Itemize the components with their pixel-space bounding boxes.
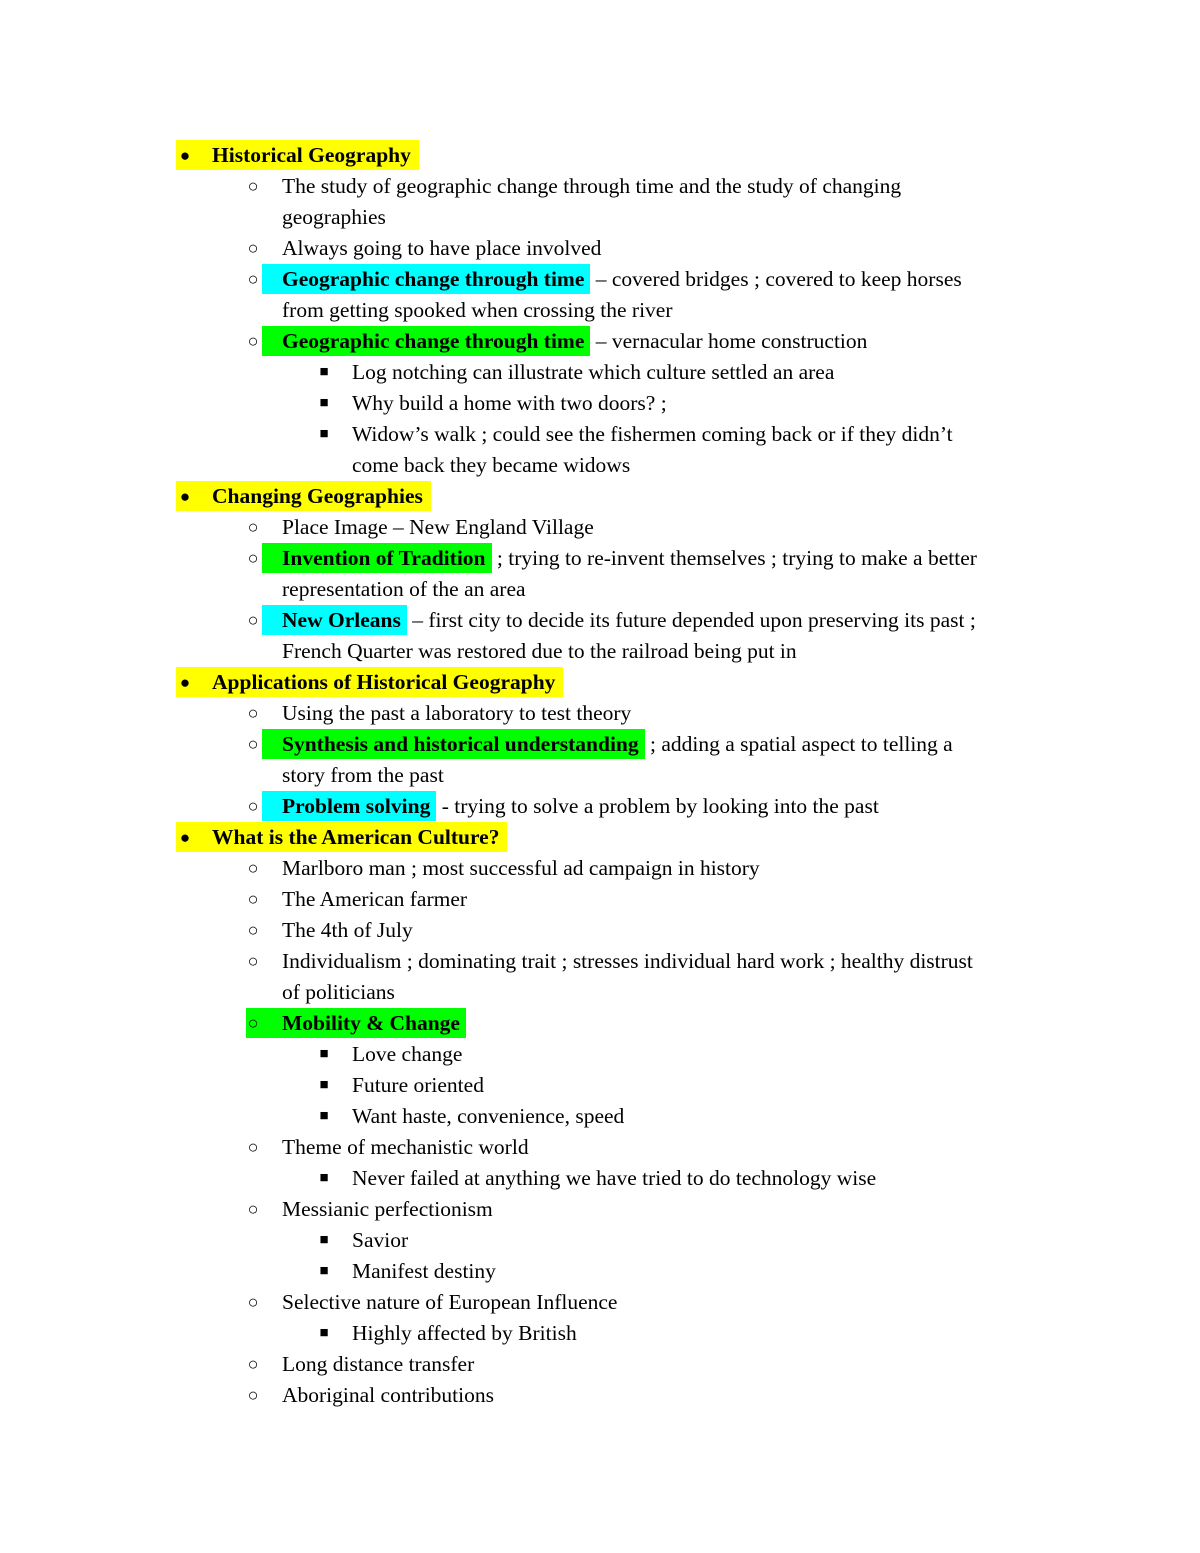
item-description: ; trying to re-invent themselves ; trying to make a better: [491, 546, 977, 570]
item-text: Using the past a laboratory to test theory: [282, 701, 632, 725]
list-item-text: [282, 233, 601, 264]
notes-document: [0, 140, 1200, 1411]
bullet-circle-icon: ○: [247, 1013, 259, 1033]
continuation-text: geographies: [282, 205, 386, 229]
bullet-square-icon: ■: [319, 1077, 329, 1093]
list-item-text: [282, 512, 594, 543]
sub-list-item: [0, 1070, 1200, 1101]
continuation-text: story from the past: [282, 763, 444, 787]
sub-list-item: [0, 1163, 1200, 1194]
list-item: [0, 791, 1200, 822]
sub-item-text: [352, 1163, 876, 1194]
bullet-square-icon: ■: [319, 395, 329, 411]
sub-list-item: [0, 388, 1200, 419]
list-item-text: [282, 1132, 529, 1163]
sub-item-label: Highly affected by British: [352, 1321, 577, 1345]
bullet-circle-icon: ○: [247, 951, 259, 971]
sub-item-text: [352, 1101, 624, 1132]
highlighted-term: Synthesis and historical understanding: [262, 729, 645, 759]
list-item-continuation: [0, 760, 1200, 791]
section-heading-row: [0, 822, 1200, 853]
list-item: [0, 853, 1200, 884]
sub-item-text: [352, 388, 667, 419]
sub-item-text: [352, 1225, 408, 1256]
bullet-square-icon: ■: [319, 364, 329, 380]
sub-item-label: Widow’s walk ; could see the fishermen coming back or if they didn’t: [352, 422, 953, 446]
list-item: [0, 1287, 1200, 1318]
sub-item-label: Never failed at anything we have tried to do technology wise: [352, 1166, 877, 1190]
section-heading: [210, 481, 431, 512]
list-item: [0, 1008, 1200, 1039]
bullet-circle-icon: ○: [247, 331, 259, 351]
bullet-circle-icon: ○: [247, 176, 259, 196]
list-item: [0, 946, 1200, 977]
sub-item-label: Future oriented: [352, 1073, 484, 1097]
list-item-continuation: [0, 202, 1200, 233]
sub-item-label: Savior: [352, 1228, 409, 1252]
item-description: ; adding a spatial aspect to telling a: [644, 732, 953, 756]
bullet-square-icon: ■: [319, 1232, 329, 1248]
list-item-text: [282, 1349, 474, 1380]
bullet-circle-icon: ○: [247, 889, 259, 909]
section-heading-text: Changing Geographies: [176, 481, 431, 511]
list-item-text: [282, 605, 976, 636]
section-heading-row: [0, 667, 1200, 698]
sub-item-label: Manifest destiny: [352, 1259, 496, 1283]
bullet-disc-icon: ●: [179, 487, 191, 506]
sub-list-item: [0, 1039, 1200, 1070]
bullet-circle-icon: ○: [247, 610, 259, 630]
sub-item-text: [352, 419, 953, 450]
sub-list-item: [0, 1256, 1200, 1287]
list-item: [0, 884, 1200, 915]
bullet-square-icon: ■: [319, 1325, 329, 1341]
list-item-text: [282, 171, 901, 202]
list-item-text: [282, 1287, 617, 1318]
item-text: Messianic perfectionism: [282, 1197, 493, 1221]
list-item-text: [282, 698, 631, 729]
bullet-circle-icon: ○: [247, 703, 259, 723]
list-item: [0, 1194, 1200, 1225]
sub-list-item: [0, 1101, 1200, 1132]
bullet-circle-icon: ○: [247, 796, 259, 816]
sub-item-continuation: [0, 450, 1200, 481]
bullet-disc-icon: ●: [179, 673, 191, 692]
sub-item-text: [352, 1318, 577, 1349]
list-item-text: [282, 729, 953, 760]
bullet-circle-icon: ○: [247, 238, 259, 258]
item-text: The study of geographic change through time and the study of changing: [282, 174, 902, 198]
list-item-text: [282, 264, 962, 295]
highlighted-term: New Orleans: [262, 605, 407, 635]
list-item-text: [282, 884, 467, 915]
sub-list-item: [0, 1225, 1200, 1256]
list-item: [0, 1349, 1200, 1380]
bullet-circle-icon: ○: [247, 1137, 259, 1157]
section-heading: [210, 667, 563, 698]
highlighted-term: Problem solving: [262, 791, 436, 821]
sub-list-item: [0, 419, 1200, 450]
section-heading-row: [0, 140, 1200, 171]
item-text: The 4th of July: [282, 918, 413, 942]
section-heading: [210, 822, 507, 853]
item-text: Selective nature of European Influence: [282, 1290, 618, 1314]
continuation-text: of politicians: [282, 980, 395, 1004]
bullet-square-icon: ■: [319, 426, 329, 442]
bullet-circle-icon: ○: [247, 1292, 259, 1312]
list-item: [0, 326, 1200, 357]
section-heading-text: Historical Geography: [176, 140, 419, 170]
item-text: Always going to have place involved: [282, 236, 602, 260]
bullet-circle-icon: ○: [247, 920, 259, 940]
highlighted-term: Geographic change through time: [262, 326, 590, 356]
sub-item-label: Love change: [352, 1042, 463, 1066]
item-description: – covered bridges ; covered to keep horses: [590, 267, 962, 291]
item-text: Marlboro man ; most successful ad campaign in history: [282, 856, 760, 880]
bullet-square-icon: ■: [319, 1263, 329, 1279]
list-item-text: [282, 543, 977, 574]
highlighted-term: Invention of Tradition: [262, 543, 492, 573]
bullet-circle-icon: ○: [247, 548, 259, 568]
list-item: [0, 605, 1200, 636]
sub-list-item: [0, 357, 1200, 388]
section-heading-text: Applications of Historical Geography: [176, 667, 563, 697]
item-description: – first city to decide its future depended upon preserving its past ;: [406, 608, 976, 632]
item-text: Place Image – New England Village: [282, 515, 594, 539]
item-text: Theme of mechanistic world: [282, 1135, 529, 1159]
list-item: [0, 512, 1200, 543]
list-item-continuation: [0, 295, 1200, 326]
list-item-continuation: [0, 977, 1200, 1008]
list-item: [0, 264, 1200, 295]
list-item: [0, 915, 1200, 946]
list-item-continuation: [0, 574, 1200, 605]
list-item: [0, 1380, 1200, 1411]
bullet-circle-icon: ○: [247, 1199, 259, 1219]
bullet-disc-icon: ●: [179, 146, 191, 165]
bullet-circle-icon: ○: [247, 517, 259, 537]
list-item: [0, 171, 1200, 202]
sub-item-text: [352, 1039, 462, 1070]
list-item-text: [282, 1194, 493, 1225]
item-text: The American farmer: [282, 887, 468, 911]
sub-item-text: [352, 357, 834, 388]
bullet-disc-icon: ●: [179, 828, 191, 847]
bullet-square-icon: ■: [319, 1170, 329, 1186]
sub-item-label: Why build a home with two doors? ;: [352, 391, 667, 415]
item-description: – vernacular home construction: [590, 329, 868, 353]
list-item: [0, 543, 1200, 574]
bullet-circle-icon: ○: [247, 858, 259, 878]
section-heading-row: [0, 481, 1200, 512]
list-item-text: [282, 791, 879, 822]
item-text: Individualism ; dominating trait ; stresses individual hard work ; healthy distrust: [282, 949, 973, 973]
bullet-square-icon: ■: [319, 1046, 329, 1062]
list-item-text: [282, 326, 867, 357]
sub-item-label: Want haste, convenience, speed: [352, 1104, 625, 1128]
list-item: [0, 1132, 1200, 1163]
list-item: [0, 233, 1200, 264]
continuation-text: representation of the an area: [282, 577, 526, 601]
continuation-text: from getting spooked when crossing the river: [282, 298, 673, 322]
item-text: Long distance transfer: [282, 1352, 475, 1376]
sub-list-item: [0, 1318, 1200, 1349]
bullet-circle-icon: ○: [247, 734, 259, 754]
list-item: [0, 698, 1200, 729]
bullet-circle-icon: ○: [247, 269, 259, 289]
list-item-text: [282, 853, 760, 884]
bullet-circle-icon: ○: [247, 1354, 259, 1374]
list-item: [0, 729, 1200, 760]
highlighted-term: Mobility & Change: [246, 1008, 466, 1038]
list-item-text: [282, 1008, 466, 1039]
item-description: - trying to solve a problem by looking into the past: [436, 794, 879, 818]
item-text: Aboriginal contributions: [282, 1383, 494, 1407]
bullet-square-icon: ■: [319, 1108, 329, 1124]
section-heading-text: What is the American Culture?: [176, 822, 507, 852]
list-item-text: [282, 915, 413, 946]
sub-item-text: [352, 1256, 496, 1287]
continuation-text: French Quarter was restored due to the railroad being put in: [282, 639, 797, 663]
list-item-text: [282, 946, 973, 977]
highlighted-term: Geographic change through time: [262, 264, 590, 294]
section-heading: [210, 140, 419, 171]
list-item-text: [282, 1380, 494, 1411]
sub-item-label: Log notching can illustrate which culture settled an area: [352, 360, 835, 384]
sub-item-text: [352, 1070, 484, 1101]
bullet-circle-icon: ○: [247, 1385, 259, 1405]
list-item-continuation: [0, 636, 1200, 667]
continuation-text: come back they became widows: [352, 453, 631, 477]
